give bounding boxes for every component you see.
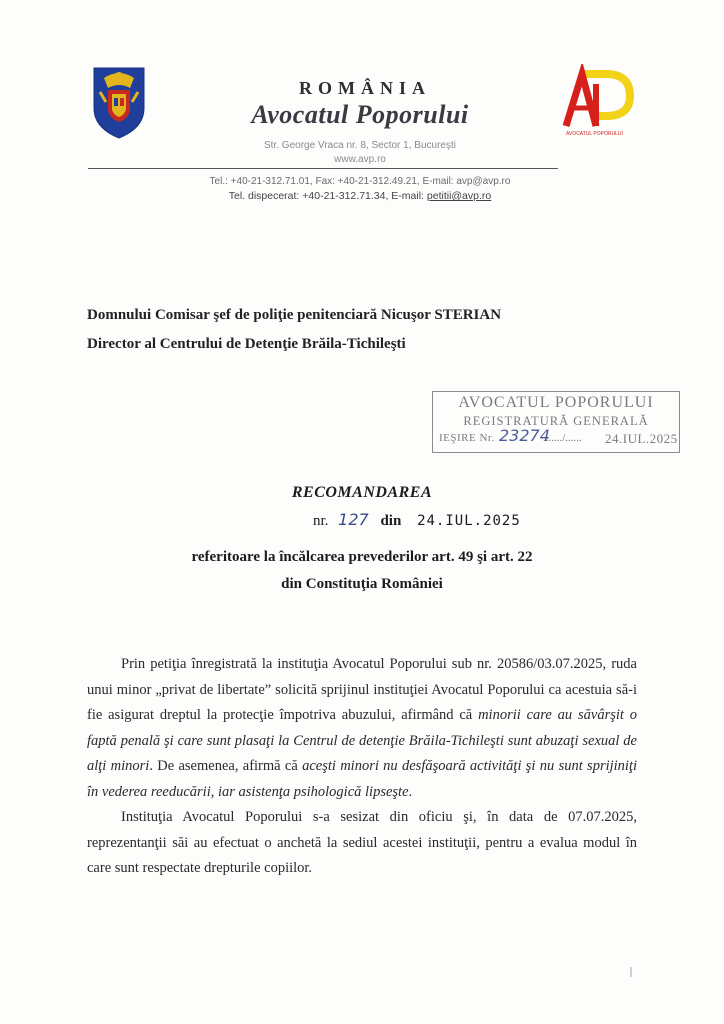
- stamp-separator: ......./......: [543, 432, 582, 444]
- body-paragraph: Instituţia Avocatul Poporului s-a sesizat din oficiu şi, în data de 07.07.2025, reprezentanţii săi au efectuat o anchetă la sediul acestei instituţii, pentru a evalua modul în care sunt respectate drepturile copiilor.: [87, 809, 637, 876]
- avp-logo-icon: [560, 64, 636, 138]
- stamp-exit-label: IEŞIRE Nr.: [439, 432, 495, 444]
- scan-mark: [630, 967, 632, 977]
- body-paragraph: [87, 652, 637, 805]
- paragraph-emphasis: minorii care au săvârşit o faptă penală şi care sunt plasaţi la Centrul de detenţie Brăila-Tichileşti sunt abuzaţi sexual de alţi minori: [87, 707, 637, 774]
- date-label: din: [380, 513, 402, 529]
- paragraph-text: Prin petiţia înregistrată la instituţia Avocatul Poporului sub nr. 20586/03.07.2025, ruda unui minor „privat de libertate” solicită sprijinul instituţiei Avocatul Poporului ca acestuia să-i fie asigurat dreptul la protecţie împotriva abuzului, afirmând că: [87, 656, 637, 723]
- paragraph-emphasis: aceşti minori nu desfăşoară activităţi şi nu sunt sprijiniţi în vederea reeducării, iar asistenţa psihologică lipseşte: [87, 758, 638, 800]
- document-subtitle-continued: din Constituţia României: [281, 576, 443, 592]
- coat-of-arms-icon: [90, 62, 148, 140]
- paragraph-text: .: [408, 783, 413, 800]
- number-label: nr.: [313, 513, 329, 529]
- petitions-email-link[interactable]: petitii@avp.ro: [426, 190, 492, 202]
- dispatch-contact-text: Tel. dispecerat: +40-21-312.71.34, E-mail:: [228, 190, 427, 202]
- stamp-registry: REGISTRATURĂ GENERALĂ: [463, 414, 649, 428]
- stamp-registration-number: 23274: [499, 426, 550, 445]
- country-name: ROMÂNIA: [299, 78, 431, 98]
- institution-address: Str. George Vraca nr. 8, Sector 1, București: [264, 140, 456, 151]
- logo-caption: AVOCATUL POPORULUI: [566, 131, 623, 137]
- stamp-institution: AVOCATUL POPORULUI: [458, 394, 654, 411]
- addressee-name: Domnului Comisar şef de poliţie penitenciară Nicuşor STERIAN: [87, 307, 502, 323]
- document-title: RECOMANDAREA: [291, 484, 433, 501]
- addressee-title: Director al Centrului de Detenţie Brăila-Tichileşti: [87, 336, 406, 352]
- dispatch-contact-line: [150, 190, 570, 202]
- document-subtitle: referitoare la încălcarea prevederilor art. 49 şi art. 22: [191, 549, 533, 565]
- document-number: 127: [338, 510, 369, 529]
- institution-name: Avocatul Poporului: [251, 100, 469, 129]
- stamp-date: 24.IUL.2025: [605, 431, 678, 446]
- paragraph-text: . De asemenea, afirmă că: [149, 758, 303, 774]
- document-number-line: [313, 510, 521, 530]
- contact-line: Tel.: +40-21-312.71.01, Fax: +40-21-312.49.21, E-mail: avp@avp.ro: [209, 176, 511, 187]
- registry-stamp: [432, 391, 680, 453]
- header-divider: [88, 168, 558, 169]
- document-date: 24.IUL.2025: [417, 513, 521, 529]
- institution-website[interactable]: www.avp.ro: [334, 154, 386, 165]
